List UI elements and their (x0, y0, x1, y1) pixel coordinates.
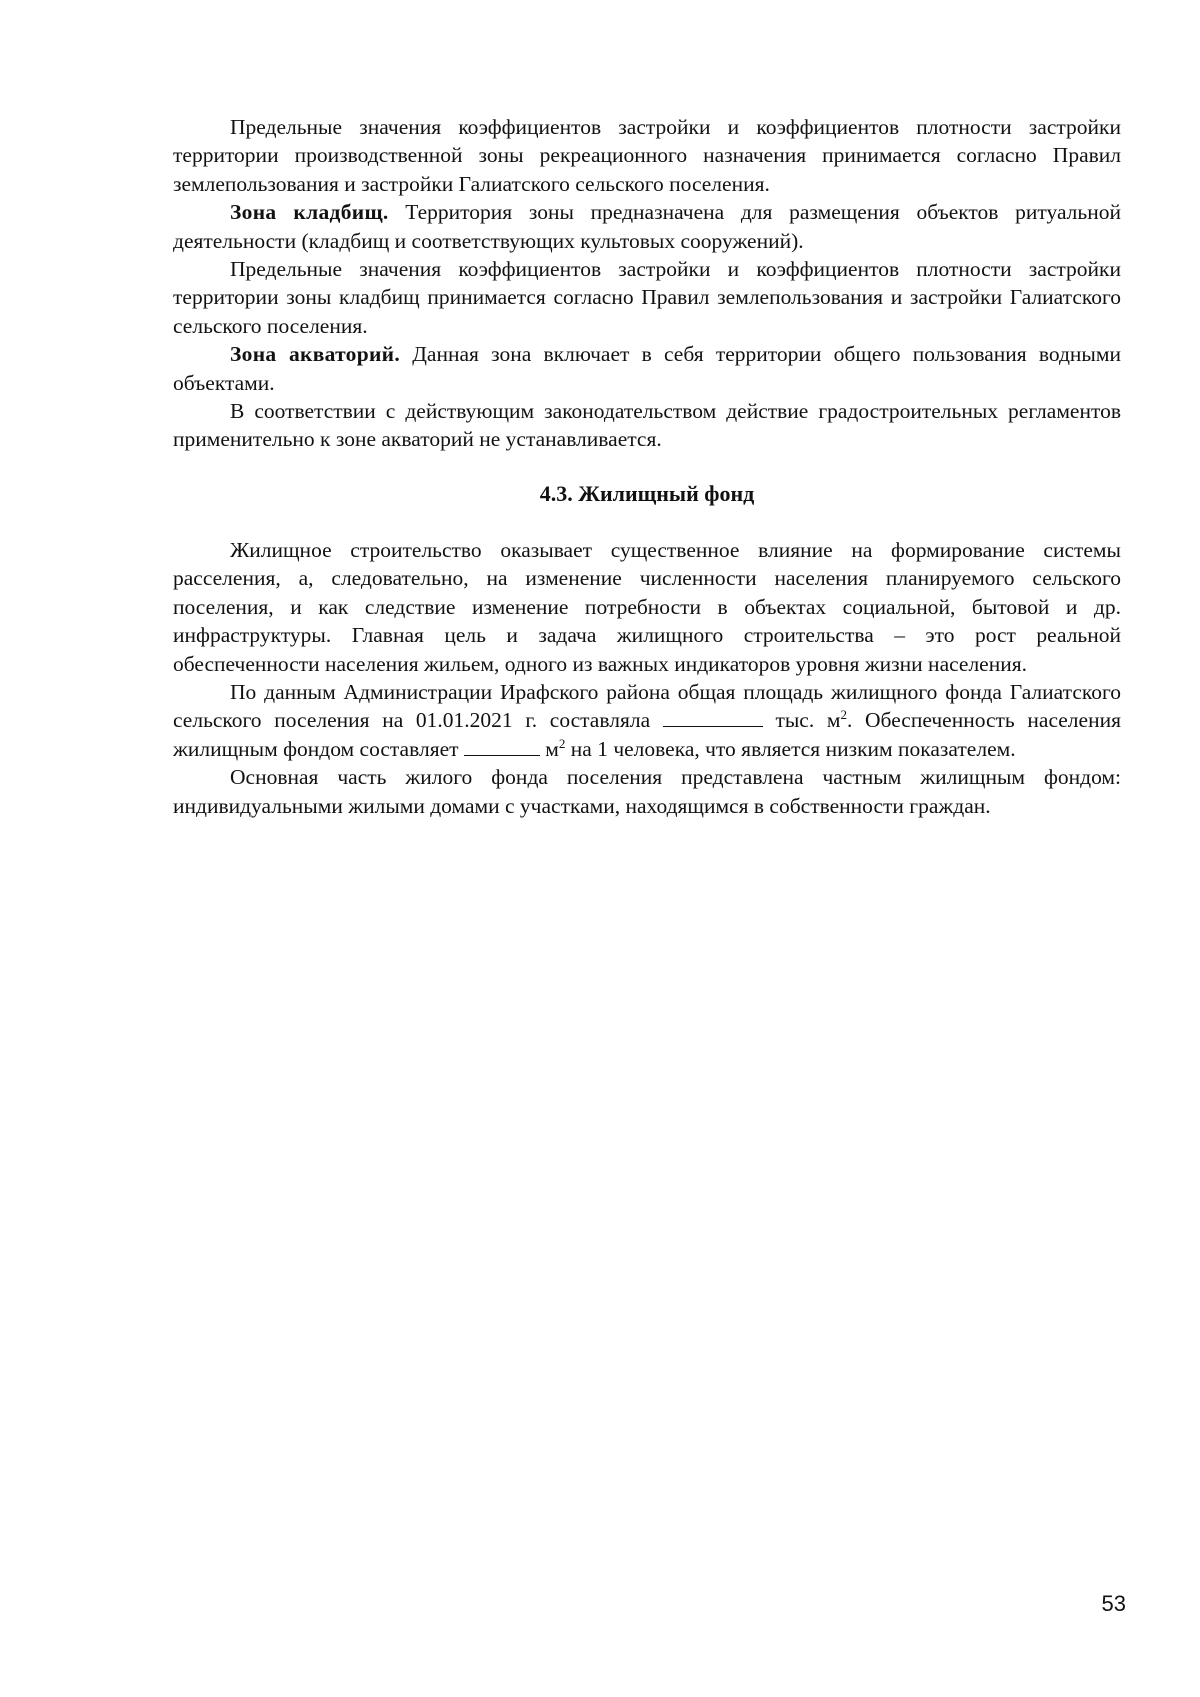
paragraph-text: м (539, 736, 559, 761)
spacer (173, 508, 1121, 536)
paragraph-text: . Обеспеченность населения жилищным фондом составляет (173, 708, 1121, 761)
water-zone-title: Зона акваторий. (230, 342, 401, 367)
spacer (173, 454, 1121, 480)
superscript: 2 (840, 707, 847, 723)
paragraph-text: В соответствии с действующим законодательством действие градостроительных регламентов применительно к зоне акваторий не устанавливается. (173, 399, 1121, 452)
paragraph-private-housing (173, 763, 1121, 820)
paragraph-text: Жилищное строительство оказывает существенное влияние на формирование системы расселения, а, следовательно, на изменение численности населения планируемого сельского поселения, и как следствие изменение потребности в объектах социальной, бытовой и др. инфраструктуры. Главная цель и задача жилищного строительства – это рост реальной обеспеченности населения жильем, одного из важных индикаторов уровня жизни населения. (173, 537, 1121, 676)
paragraph-text: По данным Администрации Ирафского района общая площадь жилищного фонда Галиатского сельского поселения на 01.01.2021 г. составляла (173, 679, 1121, 733)
paragraph-housing-construction (173, 536, 1121, 678)
document-page (173, 113, 1121, 820)
paragraph-text: на 1 человека, что является низким показателем. (565, 736, 1016, 761)
blank-field-total-area (663, 708, 763, 727)
paragraph-text: Данная зона включает в себя территории общего пользования водными объектами. (173, 342, 1121, 395)
paragraph-cemetery-zone-limits (173, 255, 1121, 340)
cemetery-zone-title: Зона кладбищ. (230, 200, 389, 225)
paragraph-housing-area (173, 678, 1121, 763)
blank-field-area-per-person (464, 737, 540, 756)
paragraph-text: Предельные значения коэффициентов застройки и коэффициентов плотности застройки территории производственной зоны рекреационного назначения принимается согласно Правил землепользования и застройки Галиатского сельского поселения. (173, 115, 1121, 196)
paragraph-text: Предельные значения коэффициентов застройки и коэффициентов плотности застройки территории зоны кладбищ принимается согласно Правил землепользования и застройки Галиатского сельского поселения. (173, 257, 1121, 338)
section-heading: 4.3. Жилищный фонд (539, 480, 755, 506)
page-number: 53 (1101, 1591, 1126, 1616)
paragraph-text: Территория зоны предназначена для размещения объектов ритуальной деятельности (кладбищ и соответствующих культовых сооружений). (173, 200, 1121, 253)
paragraph-recreation-zone-limits (173, 113, 1121, 198)
superscript: 2 (558, 735, 566, 751)
paragraph-text: Основная часть жилого фонда поселения представлена частным жилищным фондом: индивидуальными жилыми домами с участками, находящимся в собственности граждан. (173, 765, 1121, 818)
paragraph-water-zone-regulations (173, 397, 1121, 454)
paragraph-water-zone (173, 340, 1121, 397)
paragraph-cemetery-zone (173, 198, 1121, 255)
paragraph-text: тыс. м (762, 708, 841, 733)
